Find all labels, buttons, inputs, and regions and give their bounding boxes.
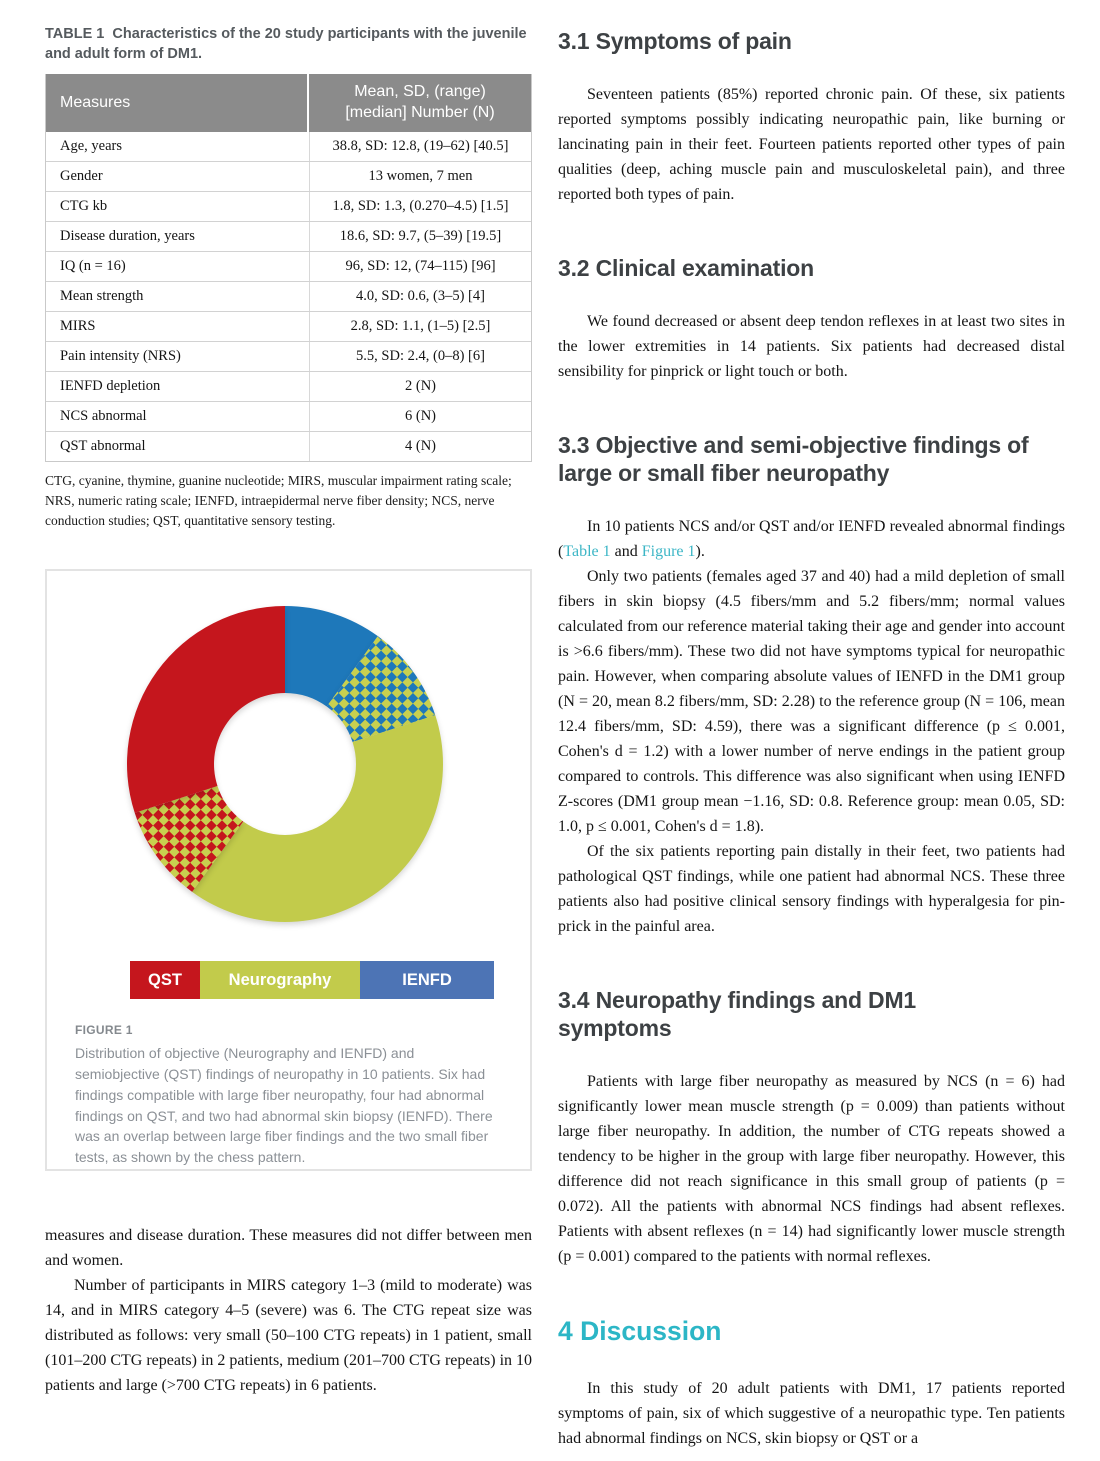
table-caption-label: TABLE 1 bbox=[45, 26, 105, 42]
legend-label-ienfd: IENFD bbox=[402, 970, 452, 989]
table-header-values bbox=[309, 74, 531, 132]
measure-cell: IQ (n = 16) bbox=[60, 257, 126, 274]
value-cell: 13 women, 7 men bbox=[309, 162, 531, 191]
left-column bbox=[45, 25, 532, 1398]
value-cell: 2 (N) bbox=[309, 372, 531, 401]
table-row bbox=[46, 371, 531, 401]
table-row bbox=[46, 161, 531, 191]
legend-item-ienfd bbox=[360, 961, 494, 999]
measure-cell: CTG kb bbox=[60, 197, 108, 214]
value-cell: 4 (N) bbox=[309, 432, 531, 461]
measure-cell: Gender bbox=[60, 167, 103, 184]
legend-label-qst: QST bbox=[148, 970, 182, 989]
table-header-row bbox=[46, 74, 531, 132]
measure-cell: QST abnormal bbox=[60, 437, 146, 454]
section-3-1 bbox=[558, 27, 1065, 207]
table-1 bbox=[45, 74, 532, 462]
legend-item-neurography bbox=[200, 961, 360, 999]
legend-item-qst bbox=[130, 961, 200, 999]
figure-caption bbox=[75, 1023, 500, 1167]
table-row bbox=[46, 431, 531, 461]
table-1-link[interactable]: Table 1 bbox=[563, 543, 611, 561]
table-row bbox=[46, 251, 531, 281]
value-cell: 2.8, SD: 1.1, (1–5) [2.5] bbox=[309, 312, 531, 341]
measure-cell: NCS abnormal bbox=[60, 407, 147, 424]
value-cell: 6 (N) bbox=[309, 402, 531, 431]
donut-segment bbox=[127, 606, 285, 813]
section-3-2 bbox=[558, 254, 1065, 384]
table-body bbox=[46, 132, 531, 461]
figure-1-panel bbox=[45, 569, 532, 1171]
section-4-discussion bbox=[558, 1316, 1065, 1451]
table-row bbox=[46, 401, 531, 431]
legend-label-neurography: Neurography bbox=[228, 970, 332, 989]
figure-caption-label: FIGURE 1 bbox=[75, 1023, 133, 1038]
body-paragraph: In this study of 20 adult patients with DM1, 17 patients reported symptoms of pain, six of which suggestive of a neuropathic type. Ten patients had abnormal findings on NCS, skin biopsy or QST or a bbox=[558, 1380, 1065, 1448]
section-heading-3-2: 3.2 Clinical examination bbox=[558, 255, 814, 282]
section-heading-3-1: 3.1 Symptoms of pain bbox=[558, 28, 792, 54]
measure-cell: MIRS bbox=[60, 317, 96, 334]
measure-cell: IENFD depletion bbox=[60, 377, 161, 394]
table-caption bbox=[45, 25, 532, 64]
right-column bbox=[558, 27, 1065, 1451]
body-paragraph: Seventeen patients (85%) reported chronic pain. Of these, six patients reported symptoms possibly indicating neuropathic pain, like burning or lancinating pain in their feet. Fourteen patients reported other types of pain qualities (deep, aching muscle pain and musculoskeletal pain), and three reported both types of pain. bbox=[558, 86, 1065, 204]
section-3-4 bbox=[558, 986, 1065, 1269]
body-paragraph: Patients with large fiber neuropathy as measured by NCS (n = 6) had significantly lower mean muscle strength (p = 0.009) than patients without large fiber neuropathy. In addition, the number of CTG repeats showed a tendency to be higher in the group with large fiber neuropathy. However, this difference did not reach significance in this small group of patients (p = 0.072). All the patients with abnormal NCS findings had absent reflexes. Patients with absent reflexes (n = 14) had significantly lower muscle strength (p = 0.001) compared to the patients with normal reflexes. bbox=[558, 1073, 1065, 1266]
left-column-paragraphs bbox=[45, 1223, 532, 1398]
table-row bbox=[46, 191, 531, 221]
value-cell: 5.5, SD: 2.4, (0–8) [6] bbox=[309, 342, 531, 371]
body-paragraph: We found decreased or absent deep tendon reflexes in at least two sites in the lower extremities in 14 patients. Six patients had decreased distal sensibility for pinprick or light touch or both. bbox=[558, 313, 1065, 381]
measure-cell: Age, years bbox=[60, 137, 123, 154]
section-heading-3-4: 3.4 Neuropathy findings and DM1 symptoms bbox=[558, 987, 917, 1042]
table-row bbox=[46, 221, 531, 251]
table-row bbox=[46, 341, 531, 371]
section-heading-3-3: 3.3 Objective and semi-objective findings of large or small fiber neuropathy bbox=[558, 432, 1029, 487]
table-row bbox=[46, 132, 531, 161]
value-cell: 96, SD: 12, (74–115) [96] bbox=[309, 252, 531, 281]
value-cell: 4.0, SD: 0.6, (3–5) [4] bbox=[309, 282, 531, 311]
value-cell: 1.8, SD: 1.3, (0.270–4.5) [1.5] bbox=[309, 192, 531, 221]
body-paragraph: Only two patients (females aged 37 and 40) had a mild depletion of small fibers in skin biopsy (4.5 fibers/mm and 5.2 fibers/mm; normal values calculated from our reference material taking their age and gender into account is >6.6 fibers/mm). These two did not have symptoms typical for neuropathic pain. However, when comparing absolute values of IENFD in the DM1 group (N = 20, mean 8.2 fibers/mm, SD: 2.28) to the reference group (N = 106, mean 12.4 fibers/mm, SD: 4.59), there was a significant difference (p ≤ 0.001, Cohen's d = 1.2) with a lower number of nerve endings in the patient group compared to controls. This difference was also significant when using IENFD Z-scores (DM1 group mean −1.16, SD: 0.8. Reference group: mean 0.05, SD: 1.0, p ≤ 0.001, Cohen's d = 1.8). bbox=[558, 568, 1065, 836]
donut-chart bbox=[47, 571, 530, 956]
value-cell: 18.6, SD: 9.7, (5–39) [19.5] bbox=[309, 222, 531, 251]
table-row bbox=[46, 311, 531, 341]
paragraph-text: ). bbox=[695, 543, 705, 561]
table-row bbox=[46, 281, 531, 311]
chart-legend bbox=[130, 961, 494, 999]
figure-caption-text: Distribution of objective (Neurography and IENFD) and semiobjective (QST) findings of neuropathy in 10 patients. Six had findings compatible with large fiber neuropathy, four had abnormal findings on QST, and two had abnormal skin biopsy (IENFD). There was an overlap between large fiber findings and the two small fiber tests, as shown by the chess pattern. bbox=[75, 1045, 493, 1166]
table-header-values-line2: [median] Number (N) bbox=[345, 103, 495, 121]
paragraph-text: In 10 patients NCS and/or QST and/or IENFD revealed abnormal findings ( bbox=[558, 518, 1065, 561]
value-cell: 38.8, SD: 12.8, (19–62) [40.5] bbox=[309, 132, 531, 161]
body-paragraph: measures and disease duration. These measures did not differ between men and women. bbox=[45, 1227, 532, 1270]
paragraph-text: and bbox=[610, 543, 642, 561]
figure-1-link[interactable]: Figure 1 bbox=[641, 543, 696, 561]
body-paragraph: Number of participants in MIRS category 1–3 (mild to moderate) was 14, and in MIRS category 4–5 (severe) was 6. The CTG repeat size was distributed as follows: very small (50–100 CTG repeats) in 1 patient, small (101–200 CTG repeats) in 2 patients, medium (201–700 CTG repeats) in 10 patients and large (>700 CTG repeats) in 6 patients. bbox=[45, 1277, 533, 1395]
measure-cell: Mean strength bbox=[60, 287, 144, 304]
table-caption-text: Characteristics of the 20 study participants with the juvenile and adult form of DM1. bbox=[45, 26, 527, 62]
measure-cell: Disease duration, years bbox=[60, 227, 195, 244]
table-header-measures: Measures bbox=[46, 74, 309, 132]
body-paragraph bbox=[558, 514, 1065, 564]
table-header-values-line1: Mean, SD, (range) bbox=[354, 83, 486, 101]
section-3-3 bbox=[558, 431, 1065, 939]
measure-cell: Pain intensity (NRS) bbox=[60, 347, 181, 364]
body-paragraph: Of the six patients reporting pain distally in their feet, two patients had pathological QST findings, while one patient had abnormal NCS. These three patients also had positive clinical sensory findings with hyperalgesia for pin-prick in the painful area. bbox=[558, 843, 1065, 936]
table-footnote: CTG, cyanine, thymine, guanine nucleotide; MIRS, muscular impairment rating scale; NRS, numeric rating scale; IENFD, intraepidermal nerve fiber density; NCS, nerve conduction studies; QST, quantitative sensory testing. bbox=[45, 472, 512, 529]
section-heading-4: 4 Discussion bbox=[558, 1316, 722, 1347]
